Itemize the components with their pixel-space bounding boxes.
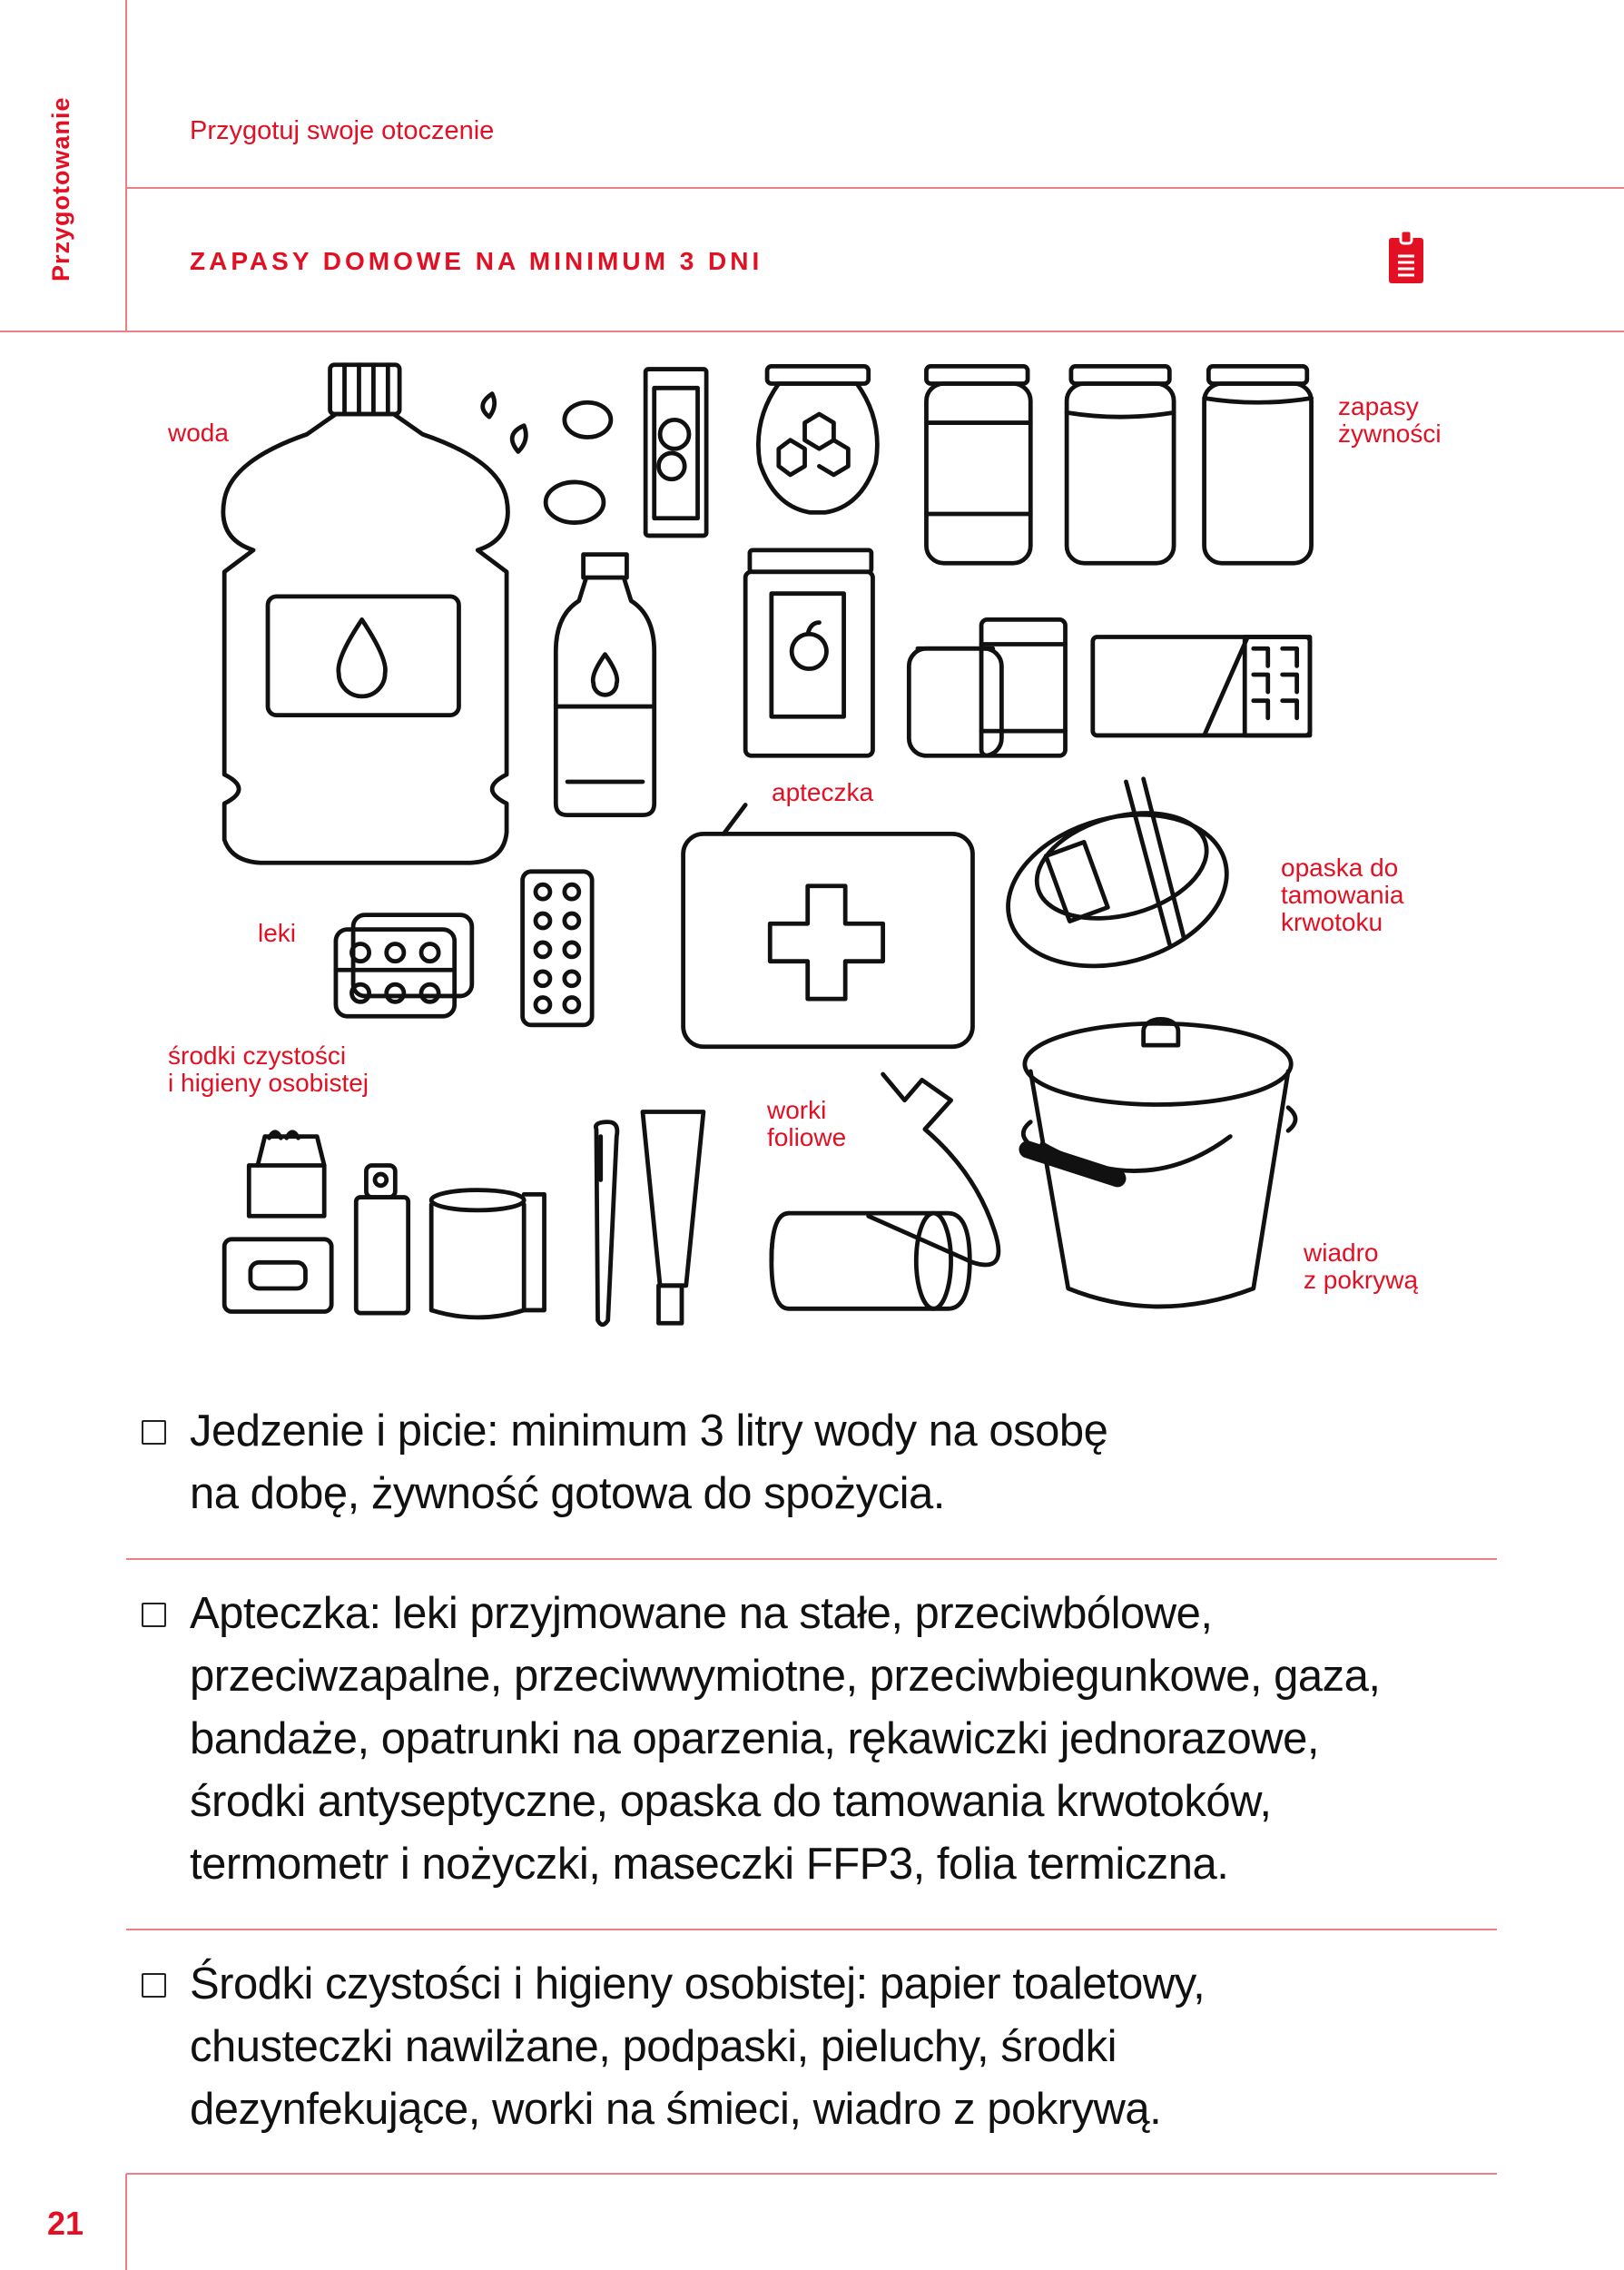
jar-icon [1067,366,1174,563]
first-aid-kit-icon [684,804,973,1046]
item-divider [126,1558,1497,1560]
label-woda: woda [168,419,229,447]
checklist-item: Apteczka: leki przyjmowane na stałe, przeciwbólowe, przeciwzapalne, przeciwwymiotne, przeciwbiegunkowe, gaza, bandaże, opatrunki na oparzenia, rękawiczki jednorazowe, środki antyseptyczne, opaska do tamowania krwotoków, termometr i nożyczki, maseczki FFP3, folia termiczna. [190,1589,1381,1889]
page-number: 21 [47,2205,84,2242]
checklist-item: Jedzenie i picie: minimum 3 litry wody na osobę na dobę, żywność gotowa do spożycia. [190,1406,1108,1518]
breadcrumb: Przygotuj swoje otoczenie [190,116,495,145]
nuts-icon [483,394,611,523]
checkbox-srodki[interactable] [142,1973,166,1998]
tourniquet-icon [991,779,1244,990]
section-title: ZAPASY DOMOWE NA MINIMUM 3 DNI [190,247,763,275]
label-opaska: opaska do tamowania krwotoku [1281,854,1404,936]
label-worki: worki foliowe [767,1096,847,1151]
label-zapasy: zapasy żywności [1338,392,1442,448]
jar-icon [926,366,1030,563]
checkbox-apteczka[interactable] [142,1603,166,1627]
cleaning-box-icon [224,1132,331,1312]
toothbrush-icon [595,1122,616,1325]
can-icon [909,619,1065,755]
water-bottle-icon [556,555,654,815]
item-divider [126,1929,1497,1930]
chocolate-bar-icon [1093,637,1310,735]
label-apteczka: apteczka [772,778,874,806]
item-divider [126,2173,1497,2175]
water-jug-icon [223,365,508,863]
jar-icon [1205,366,1312,563]
honey-jar-icon [758,366,877,512]
chapter-label: Przygotowanie [47,96,74,281]
toothpaste-icon [643,1111,704,1323]
toilet-paper-icon [431,1190,544,1318]
bucket-icon [1023,1019,1295,1306]
snack-bar-icon [645,370,706,536]
pills-icon [336,915,472,1017]
spray-bottle-icon [356,1165,408,1313]
checkbox-jedzenie[interactable] [142,1420,166,1445]
label-srodki: środki czystości i higieny osobistej [168,1041,369,1097]
label-wiadro: wiadro z pokrywą [1304,1239,1419,1294]
blister-pack-icon [523,872,593,1025]
food-pack-icon [745,550,872,755]
checklist-item: Środki czystości i higieny osobistej: papier toaletowy, chusteczki nawilżane, podpaski, pieluchy, środki dezynfekujące, worki na śmieci, wiadro z pokrywą. [190,1959,1206,2134]
label-leki: leki [258,919,297,947]
